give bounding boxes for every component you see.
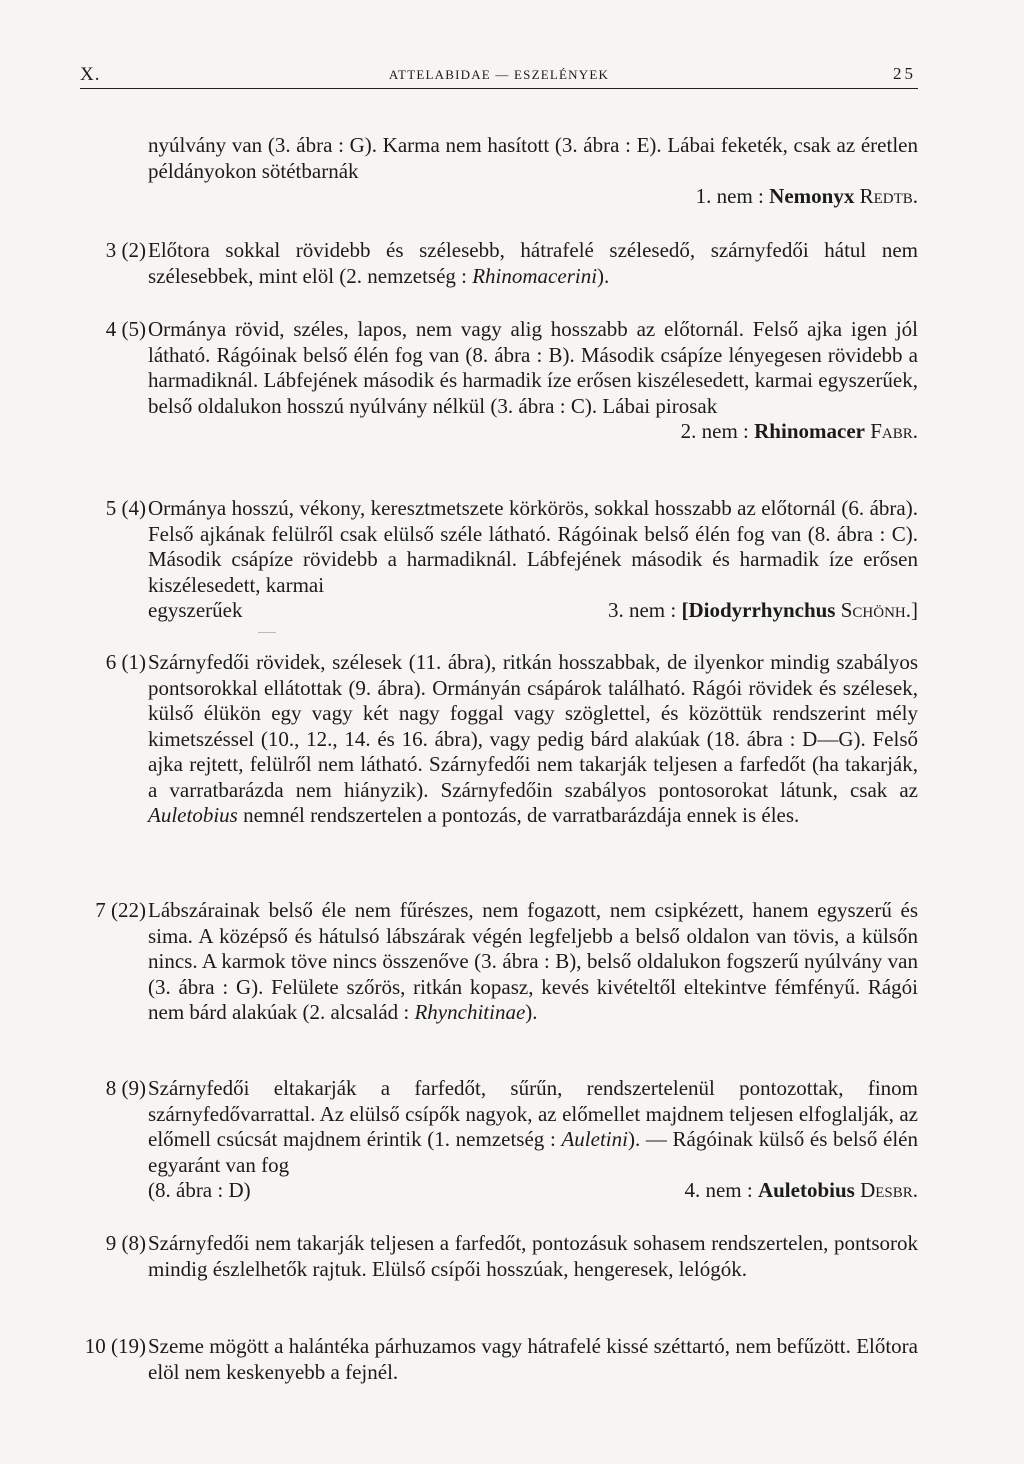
genus-name: [Diodyrrhynchus [681,598,836,622]
key-entry [105,1076,919,1204]
couplet-number: 5 (4) [105,496,146,520]
genus-author: Redtb. [854,184,918,208]
genus-author: Schönh.] [835,598,918,622]
key-entry [84,1334,918,1385]
taxon-name: Rhynchitinae [414,1000,526,1024]
faint-mark [258,632,276,633]
entry-text: Lábszárainak belső éle nem fűrészes, nem fogazott, nem csipkézett, hanem egyszerű és sima. A középső és hátulsó lábszárak végén legfeljebb a belső oldalon van tövis, a külsőn nincs. A karmok töve nincs összenőve (3. ábra : B), belső oldalukon fogszerű nyúlvány van (3. ábra : G). Felülete szőrös, ritkán kopasz, kevés kivételtől eltekintve fémfényű. Rágói nem bárd alakúak (2. alcsalád : Rhynchitinae). [148,898,918,1024]
taxon-name: Rhinomacerini [472,263,598,288]
genus-name: Auletobius [757,1178,855,1202]
taxon-name: Auletini [561,1127,628,1151]
couplet-number: 4 (5) [105,317,146,341]
genus-author: Fabr. [864,419,918,443]
key-entry [105,238,918,289]
entry-text: nyúlvány van (3. ábra : G). Karma nem hasított (3. ábra : E). Lábai feketék, csak az éretlen példányokon sötétbarnák [148,133,918,183]
entry-text: Ormánya rövid, széles, lapos, nem vagy alig hosszabb az előtornál. Felső ajka igen jól látható. Rágóinak belső élén fog van (8. ábra : B). Második csápíze lényegesen rövidebb a harmadiknál. Lábfejének második és harmadik íze erősen kiszélesedett, karmai egyszerűek, belső oldalukon hosszú nyúlvány nélkül (3. ábra : C). Lábai pirosak [148,317,918,418]
genus-line: (8. ábra : D) 4. nem : Auletobius Desbr. [148,1178,918,1202]
key-entry [95,898,918,1026]
couplet-number: 10 (19) [84,1334,146,1358]
entry-text: Szeme mögött a halántéka párhuzamos vagy hátrafelé kissé széttartó, nem befűzött. Előtora elöl nem keskenyebb a fejnél. [148,1334,918,1384]
genus-name: Rhinomacer [754,419,865,443]
couplet-number: 6 (1) [105,650,146,674]
genus-line: egyszerűek 3. nem : [Diodyrrhynchus Schönh.] [148,598,918,622]
couplet-number: 7 (22) [95,898,146,922]
taxon-name: Auletobius [148,803,238,827]
running-header [80,64,918,89]
couplet-number: 9 (8) [105,1231,146,1255]
genus-name: Nemonyx [769,184,855,208]
couplet-number: 3 (2) [105,238,146,262]
entry-text: Szárnyfedői nem takarják teljesen a farfedőt, pontozásuk sohasem rendszertelen, pontsorok mindig észlelhetők rajtuk. Elülső csípői hosszúak, hengeresek, lelógók. [148,1231,918,1281]
entry-text: Szárnyfedői eltakarják a farfedőt, sűrűn, rendszertelenül pontozottak, finom szárnyfedővarrattal. Az elülső csípők nagyok, az előmellet majdnem teljesen elfoglalják, az előmell csúcsát majdnem érintik (1. nemzetség : Auletini). — Rágóinak külső és belső élén egyaránt van fog [148,1076,919,1177]
genus-line: 1. nem : Nemonyx Redtb. [695,184,918,208]
chapter-number: X. [80,64,101,85]
genus-author: Desbr. [854,1178,918,1202]
genus-line: 2. nem : Rhinomacer Fabr. [680,419,918,443]
running-title: ATTELABIDAE — ESZELÉNYEK [388,67,610,82]
key-entry [105,496,918,624]
entry-text: Előtora sokkal rövidebb és szélesebb, hátrafelé szélesedő, szárnyfedői hátul nem szélesebbek, mint elöl (2. nemzetség : Rhinomacerini). [148,238,918,288]
page-number: 25 [893,64,916,83]
key-entry [105,317,918,445]
key-entry [105,650,918,829]
entry-text: Szárnyfedői rövidek, szélesek (11. ábra), ritkán hosszabbak, de ilyenkor mindig szabályos pontsorokkal ellátottak (9. ábra). Ormányán csápárok található. Rágói rövidek és szélesek, külső élükön egy vagy két nagy foggal vagy szöglettel, és közöttük rendszerint mély kimetszéssel (10., 12., 14. és 16. ábra), vagy pedig bárd alakúak (18. ábra : D—G). Felső ajka rejtett, felülről nem látható. Szárnyfedői nem takarják teljesen a farfedőt (ha takarják, a varratbarázda nem hiányzik). Szárnyfedőin szabályos pontosorokat látunk, csak az Auletobius nemnél rendszertelen a pontozás, de varratbarázdája ennek is éles. [148,650,918,827]
entry-text: Ormánya hosszú, vékony, keresztmetszete körkörös, sokkal hosszabb az előtornál (6. ábra). Felső ajkának felülről csak elülső széle látható. Rágóinak belső élén fog van (8. ábra : C). Második csápíze rövidebb a harmadiknál. Lábfejének második és harmadik íze erősen kiszélesedett, karmai [148,496,918,597]
key-entry-continuation [148,133,918,210]
key-entry [105,1231,918,1282]
couplet-number: 8 (9) [105,1076,146,1100]
